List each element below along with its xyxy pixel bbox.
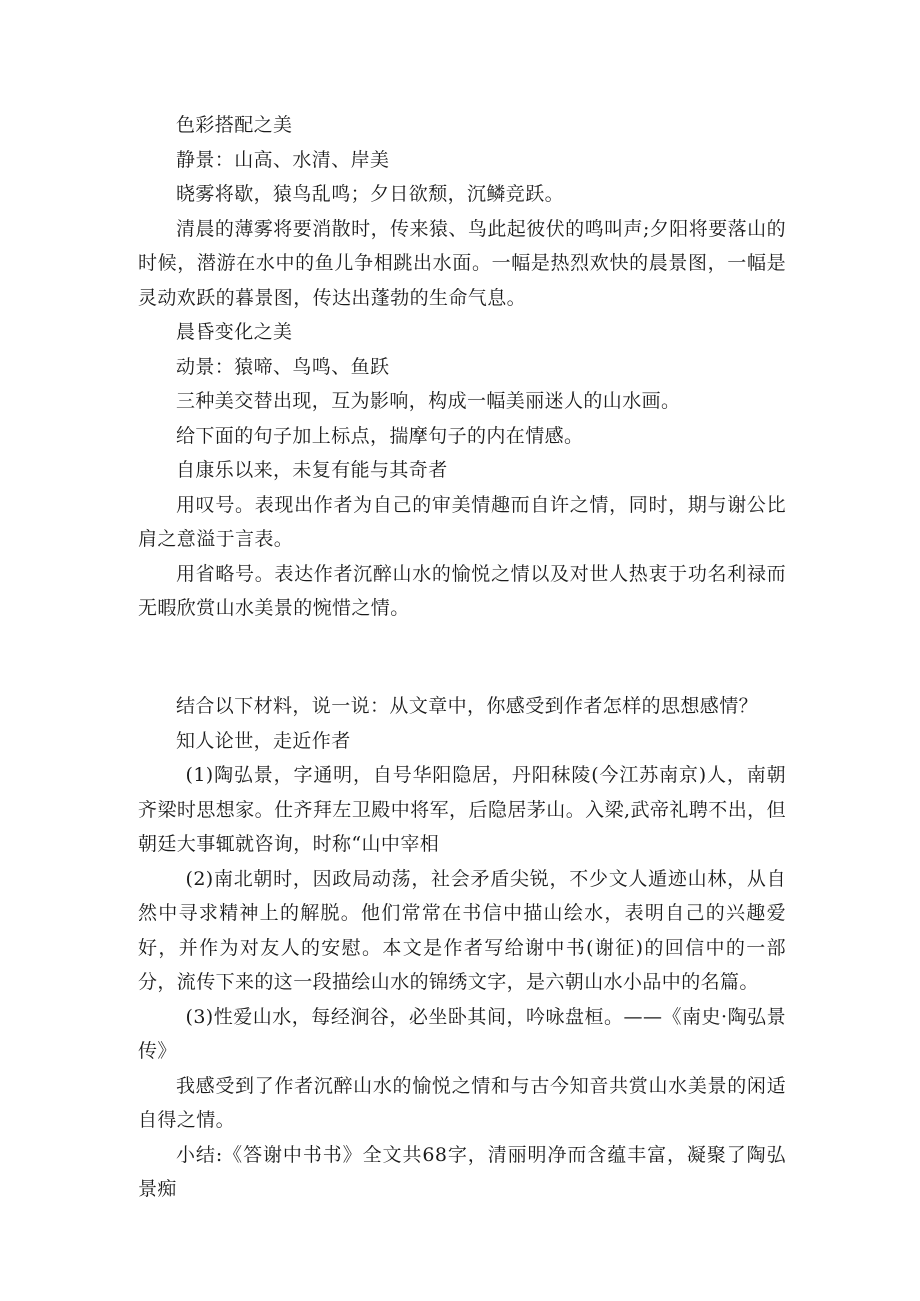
- punctuation-task: 给下面的句子加上标点，揣摩句子的内在情感。: [176, 424, 584, 447]
- summary-paragraph: 小结:《答谢中书书》全文共68字，清丽明净而含蕴丰富，凝聚了陶弘景痴: [138, 1143, 786, 1200]
- section-author-background: [138, 689, 786, 1207]
- discussion-question: 结合以下材料，说一说：从文章中，你感受到作者怎样的思想感情？: [176, 695, 759, 717]
- translation-paragraph: 清晨的薄雾将要消散时，传来猿、鸟此起彼伏的鸣叫声;夕阳将要落山的时候，潜游在水中的鱼儿争相跳出水面。一幅是热烈欢快的晨景图，一幅是灵动欢跃的暮景图，传达出蓬勃的生命气息。: [138, 217, 786, 309]
- heading-know-author: 知人论世，走近作者: [176, 729, 351, 752]
- material-item-3: (3)性爱山水，每经涧谷，必坐卧其间，吟咏盘桓。——《南史·陶弘景传》: [138, 1005, 786, 1062]
- exclamation-answer: 用叹号。表现出作者为自己的审美情趣而自许之情，同时，期与谢公比肩之意溢于言表。: [138, 493, 786, 550]
- dynamic-scenery-line: 动景：猿啼、鸟鸣、鱼跃: [176, 355, 390, 378]
- answer-paragraph: 我感受到了作者沉醉山水的愉悦之情和与古今知音共赏山水美景的闲适自得之情。: [138, 1074, 786, 1131]
- ellipsis-answer: 用省略号。表达作者沉醉山水的愉悦之情以及对世人热衷于功名利禄而无暇欣赏山水美景的惋惜之情。: [138, 562, 786, 619]
- material-item-2: (2)南北朝时，因政局动荡，社会矛盾尖锐，不少文人遁迹山林，从自然中寻求精神上的解脱。他们常常在书信中描山绘水，表明自己的兴趣爱好，并作为对友人的安慰。本文是作者写给谢中书(谢征)的回信中的一部分，流传下来的这一段描绘山水的锦绣文字，是六朝山水小品中的名篇。: [138, 867, 786, 993]
- task-sentence: 自康乐以来，未复有能与其奇者: [176, 459, 448, 481]
- static-scenery-line: 静景：山高、水清、岸美: [176, 148, 390, 171]
- material-item-1: (1)陶弘景，字通明，自号华阳隐居，丹阳秣陵(今江苏南京)人，南朝齐梁时思想家。仕齐拜左卫殿中将军，后隐居茅山。入梁,武帝礼聘不出，但朝廷大事辄就咨询，时称“山中宰相: [138, 764, 786, 855]
- heading-dawn-dusk-beauty: 晨昏变化之美: [176, 321, 293, 343]
- section-scenery-analysis: [138, 108, 786, 626]
- summary-three-beauties: 三种美交替出现，互为影响，构成一幅美丽迷人的山水画。: [176, 390, 681, 412]
- quoted-sentence: 晓雾将歇，猿鸟乱鸣；夕日欲颓，沉鳞竞跃。: [176, 183, 565, 205]
- heading-color-beauty: 色彩搭配之美: [176, 114, 293, 136]
